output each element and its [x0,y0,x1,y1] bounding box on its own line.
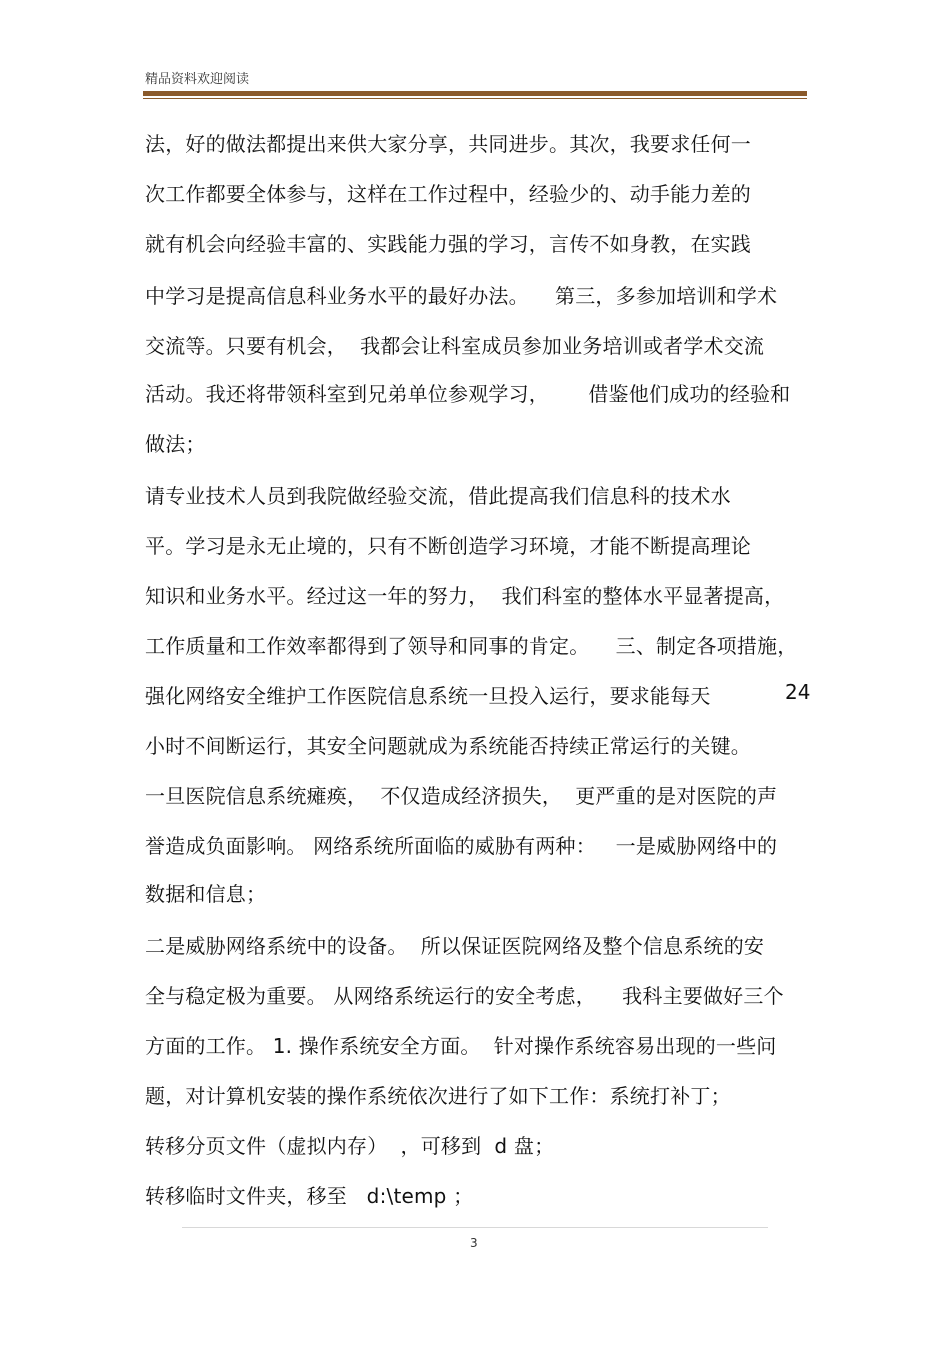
text-line: 转移分页文件（虚拟内存） ，可移到 d 盘； [145,1134,555,1158]
text-line: 次工作都要全体参与，这样在工作过程中，经验少的、动手能力差的 [145,182,751,206]
text-line: 平。学习是永无止境的，只有不断创造学习环境，才能不断提高理论 [145,534,751,558]
text-line: 交流等。只要有机会， 我都会让科室成员参加业务培训或者学术交流 [145,334,765,358]
header-rule-thin [143,98,807,99]
text-line: 活动。我还将带领科室到兄弟单位参观学习， 借鉴他们成功的经验和 [145,382,791,406]
text-line: 请专业技术人员到我院做经验交流，借此提高我们信息科的技术水 [145,484,731,508]
page-number: 3 [470,1236,478,1250]
text-line: 誉造成负面影响。 网络系统所面临的威胁有两种： 一是威胁网络中的 [145,834,778,858]
text-line: 做法； [145,432,206,456]
footer-rule [182,1227,768,1228]
text-line: 中学习是提高信息科业务水平的最好办法。 第三，多参加培训和学术 [145,284,778,308]
text-line: 题，对计算机安装的操作系统依次进行了如下工作：系统打补丁； [145,1084,731,1108]
text-line: 小时不间断运行，其安全问题就成为系统能否持续正常运行的关键。 [145,734,751,758]
text-line: 强化网络安全维护工作医院信息系统一旦投入运行，要求能每天 [145,684,711,708]
inline-number: 24 [785,680,811,704]
text-line: 就有机会向经验丰富的、实践能力强的学习，言传不如身教，在实践 [145,232,751,256]
header-rule-thick [143,91,807,96]
text-line: 工作质量和工作效率都得到了领导和同事的肯定。 三、制定各项措施， [145,634,798,658]
text-line: 转移临时文件夹，移至 d:\temp ； [145,1184,474,1208]
text-line: 一旦医院信息系统瘫痪， 不仅造成经济损失， 更严重的是对医院的声 [145,784,778,808]
header-title: 精品资料欢迎阅读 [145,72,250,87]
text-line: 全与稳定极为重要。 从网络系统运行的安全考虑， 我科主要做好三个 [145,984,784,1008]
text-line: 数据和信息； [145,882,267,906]
text-line: 法，好的做法都提出来供大家分享，共同进步。其次，我要求任何一 [145,132,751,156]
text-line: 二是威胁网络系统中的设备。 所以保证医院网络及整个信息系统的安 [145,934,765,958]
text-line: 知识和业务水平。经过这一年的努力， 我们科室的整体水平显著提高， [145,584,785,608]
text-line: 方面的工作。 1. 操作系统安全方面。 针对操作系统容易出现的一些问 [145,1034,777,1058]
